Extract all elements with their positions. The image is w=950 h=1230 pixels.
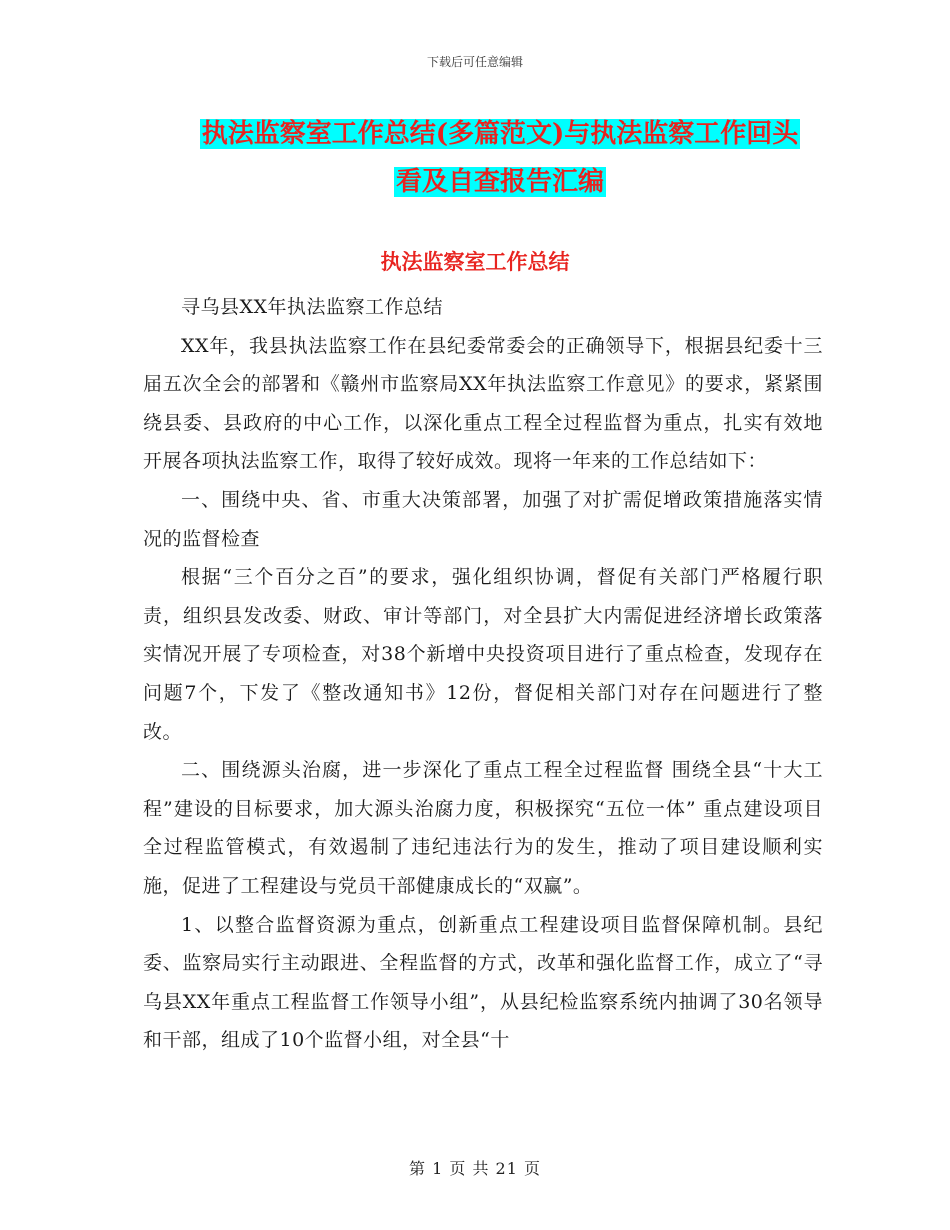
page-number: 第 1 页 共 21 页	[409, 1159, 541, 1178]
paragraph: 寻乌县XX年执法监察工作总结	[181, 296, 444, 318]
paragraph: 1、以整合监督资源为重点，创新重点工程建设项目监督保障机制。县纪委、监察局实行主动跟进、全程监督的方式，改革和强化监督工作，成立了“寻乌县XX年重点工程监督工作领导小组”，从县纪检监察系统内抽调了30名领导和干部，组成了10个监督小组，对全县“十	[143, 913, 823, 1052]
body-text	[143, 288, 823, 1060]
paragraph: 一、围绕中央、省、市重大决策部署，加强了对扩需促增政策措施落实情况的监督检查	[143, 488, 823, 550]
page-header-note: 下载后可任意编辑	[426, 55, 523, 69]
section-title: 执法监察室工作总结	[380, 249, 570, 274]
document-title	[120, 110, 880, 206]
document-title-line-2: 看及自查报告汇编	[395, 167, 604, 197]
paragraph: 根据“三个百分之百”的要求，强化组织协调，督促有关部门严格履行职责，组织县发改委、财政、审计等部门，对全县扩大内需促进经济增长政策落实情况开展了专项检查，对38个新增中央投资项目进行了重点检查，发现存在问题7个，下发了《整改通知书》12份，督促相关部门对存在问题进行了整改。	[143, 566, 823, 743]
paragraph: 二、围绕源头治腐，进一步深化了重点工程全过程监督 围绕全县“十大工程”建设的目标要求，加大源头治腐力度，积极探究“五位一体” 重点建设项目全过程监管模式，有效遏制了违纪违法行为的发生，推动了项目建设顺利实施，促进了工程建设与党员干部健康成长的“双赢”。	[143, 759, 823, 897]
paragraph: XX年，我县执法监察工作在县纪委常委会的正确领导下，根据县纪委十三届五次全会的部署和《赣州市监察局XX年执法监察工作意见》的要求，紧紧围绕县委、县政府的中心工作，以深化重点工程全过程监督为重点，扎实有效地开展各项执法监察工作，取得了较好成效。现将一年来的工作总结如下：	[143, 334, 823, 473]
document-title-line-1: 执法监察室工作总结(多篇范文)与执法监察工作回头	[201, 119, 799, 149]
